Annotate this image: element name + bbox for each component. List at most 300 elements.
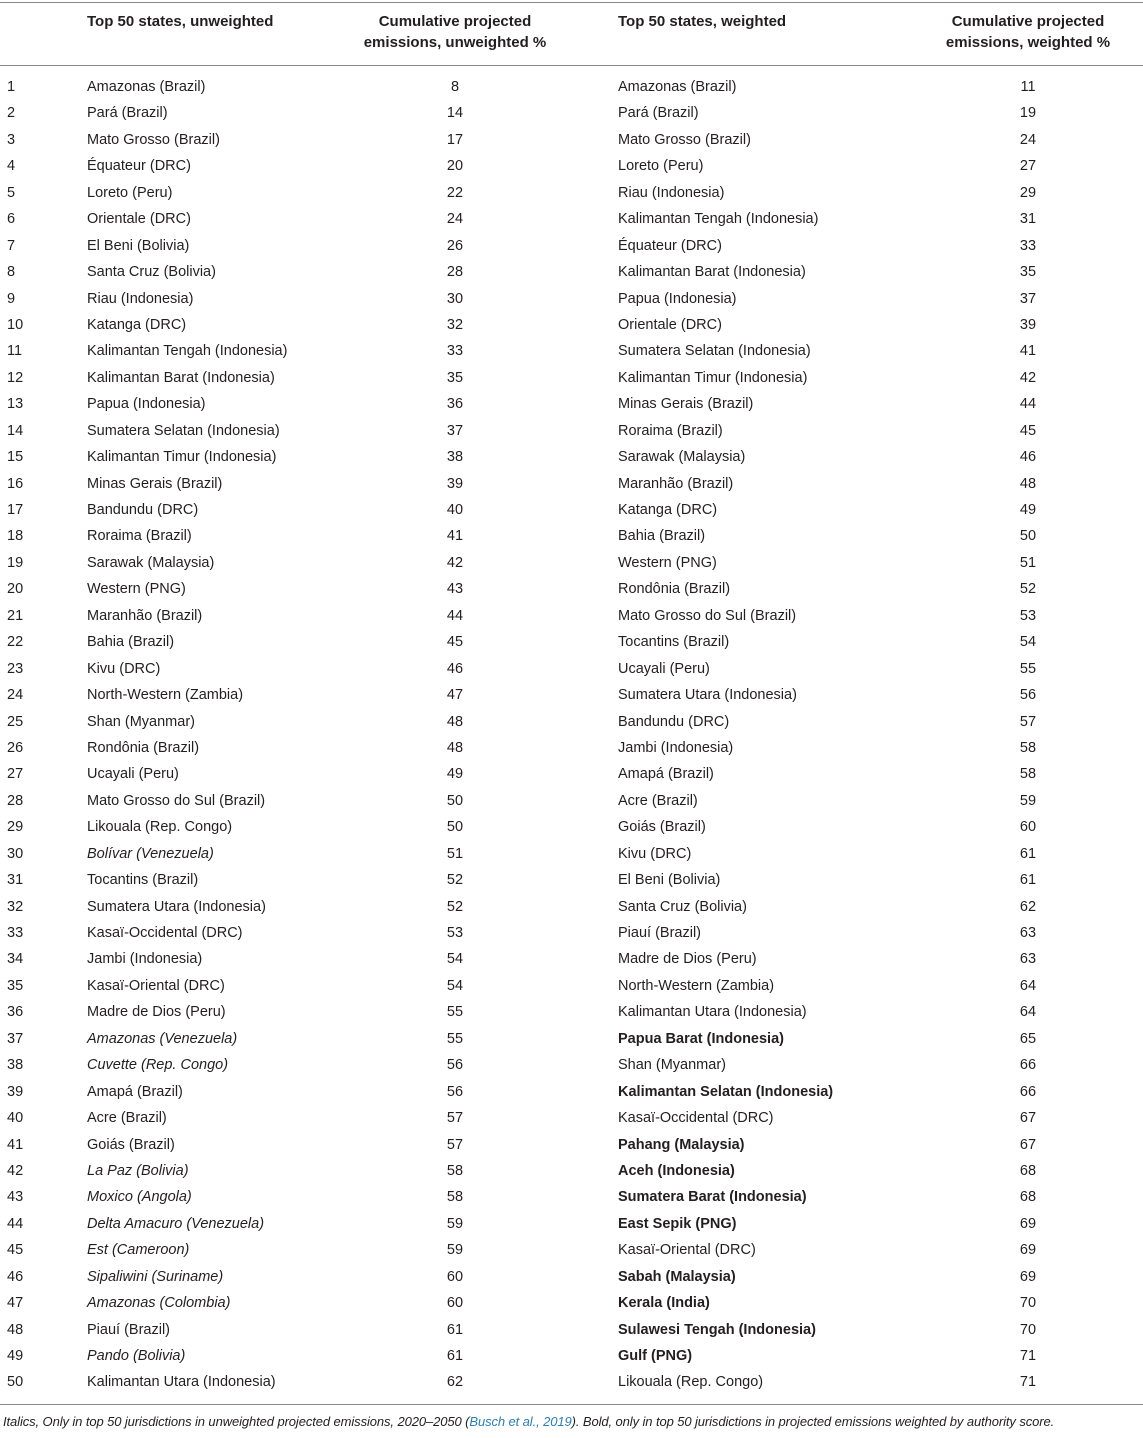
cumulative-weighted-cell: 69 [1019, 1268, 1037, 1285]
cumulative-unweighted-cell: 57 [446, 1110, 464, 1127]
state-weighted-cell: Rondônia (Brazil) [618, 581, 731, 598]
state-unweighted-cell: La Paz (Bolivia) [87, 1162, 189, 1179]
header-states-weighted: Top 50 states, weighted [618, 13, 787, 30]
rank-cell: 39 [7, 1083, 24, 1100]
rank-cell: 34 [7, 951, 24, 968]
table-row [0, 1105, 1143, 1131]
rank-cell: 26 [7, 739, 24, 756]
header-cumulative-weighted-line2: emissions, weighted % [945, 34, 1111, 51]
state-weighted-cell: Likouala (Rep. Congo) [618, 1374, 764, 1391]
state-unweighted-cell: Mato Grosso (Brazil) [87, 131, 220, 148]
cumulative-weighted-cell: 46 [1019, 449, 1037, 466]
rank-cell: 29 [7, 819, 24, 836]
rank-cell: 44 [7, 1215, 24, 1232]
rank-cell: 48 [7, 1321, 24, 1338]
state-weighted-cell: Western (PNG) [618, 554, 717, 571]
table-row [0, 1052, 1143, 1078]
state-weighted-cell: Mato Grosso (Brazil) [618, 131, 751, 148]
state-weighted-cell: Goiás (Brazil) [618, 819, 706, 836]
cumulative-unweighted-cell: 55 [446, 1004, 464, 1021]
state-weighted-cell: Kalimantan Barat (Indonesia) [618, 264, 806, 281]
state-unweighted-cell: Est (Cameroon) [87, 1242, 190, 1259]
rank-cell: 2 [7, 105, 16, 122]
cumulative-weighted-cell: 11 [1020, 79, 1036, 95]
table-row [0, 259, 1143, 285]
cumulative-weighted-cell: 64 [1019, 977, 1037, 994]
cumulative-weighted-cell: 67 [1019, 1136, 1037, 1153]
table-row [0, 629, 1143, 655]
cumulative-unweighted-cell: 37 [446, 422, 464, 439]
state-unweighted-cell: Bolívar (Venezuela) [87, 845, 214, 862]
table-row [0, 682, 1143, 708]
state-unweighted-cell: Amazonas (Venezuela) [87, 1030, 238, 1047]
state-unweighted-cell: Rondônia (Brazil) [87, 739, 200, 756]
state-unweighted-cell: Loreto (Peru) [87, 184, 173, 201]
state-unweighted-cell: Madre de Dios (Peru) [87, 1004, 226, 1021]
cumulative-weighted-cell: 62 [1019, 898, 1037, 915]
state-weighted-cell: Katanga (DRC) [618, 502, 718, 518]
table-row [0, 867, 1143, 893]
cumulative-unweighted-cell: 56 [446, 1057, 464, 1074]
cumulative-unweighted-cell: 55 [446, 1030, 464, 1047]
state-unweighted-cell: Sumatera Utara (Indonesia) [87, 898, 266, 915]
rank-cell: 12 [7, 369, 24, 386]
rank-cell: 24 [7, 687, 24, 704]
state-unweighted-cell: Sumatera Selatan (Indonesia) [87, 422, 280, 439]
cumulative-weighted-cell: 68 [1019, 1189, 1037, 1206]
header-states-unweighted: Top 50 states, unweighted [87, 13, 274, 30]
cumulative-unweighted-cell: 43 [446, 581, 464, 598]
cumulative-weighted-cell: 63 [1019, 925, 1037, 941]
state-weighted-cell: Maranhão (Brazil) [618, 475, 734, 492]
cumulative-weighted-cell: 31 [1019, 211, 1037, 228]
state-unweighted-cell: Jambi (Indonesia) [87, 951, 203, 968]
state-unweighted-cell: Orientale (DRC) [87, 211, 191, 228]
cumulative-weighted-cell: 57 [1019, 713, 1037, 730]
state-unweighted-cell: Katanga (DRC) [87, 316, 187, 333]
cumulative-unweighted-cell: 48 [446, 713, 464, 730]
table-top-rule [0, 2, 1143, 3]
table-row [0, 153, 1143, 179]
state-unweighted-cell: Kalimantan Utara (Indonesia) [87, 1374, 276, 1391]
state-weighted-cell: Tocantins (Brazil) [618, 634, 730, 651]
rank-cell: 30 [7, 845, 24, 862]
table-row [0, 471, 1143, 497]
state-weighted-cell: Kalimantan Timur (Indonesia) [618, 369, 808, 386]
table-row [0, 1237, 1143, 1263]
state-weighted-cell: East Sepik (PNG) [618, 1215, 737, 1232]
footnote-text-1: Italics, Only in top 50 jurisdictions in unweighted projected emissions, 2020–2050 ( [3, 1414, 470, 1429]
cumulative-weighted-cell: 48 [1019, 475, 1037, 492]
header-cumulative-weighted [928, 11, 1128, 53]
cumulative-weighted-cell: 53 [1019, 607, 1037, 624]
cumulative-weighted-cell: 35 [1019, 264, 1037, 281]
state-weighted-cell: Équateur (DRC) [618, 237, 722, 254]
table-row [0, 894, 1143, 920]
rank-cell: 45 [7, 1242, 24, 1259]
cumulative-weighted-cell: 66 [1019, 1057, 1037, 1074]
state-weighted-cell: Kalimantan Selatan (Indonesia) [618, 1083, 834, 1100]
table-row [0, 391, 1143, 417]
rank-cell: 9 [7, 290, 16, 307]
table-row [0, 1132, 1143, 1158]
state-unweighted-cell: Moxico (Angola) [87, 1189, 192, 1206]
cumulative-weighted-cell: 56 [1019, 687, 1037, 704]
state-weighted-cell: Madre de Dios (Peru) [618, 951, 757, 968]
table-row [0, 761, 1143, 787]
state-weighted-cell: Shan (Myanmar) [618, 1057, 726, 1074]
state-unweighted-cell: Sarawak (Malaysia) [87, 554, 215, 571]
cumulative-weighted-cell: 71 [1019, 1348, 1037, 1364]
table-row [0, 444, 1143, 470]
state-unweighted-cell: Acre (Brazil) [87, 1110, 167, 1127]
table-row [0, 1343, 1143, 1369]
cumulative-unweighted-cell: 17 [446, 131, 464, 148]
cumulative-weighted-cell: 29 [1019, 184, 1037, 201]
table-row [0, 523, 1143, 549]
cumulative-weighted-cell: 27 [1019, 158, 1037, 175]
cumulative-weighted-cell: 52 [1019, 581, 1037, 598]
cumulative-unweighted-cell: 50 [446, 792, 464, 809]
table-row [0, 338, 1143, 364]
state-weighted-cell: Kivu (DRC) [618, 845, 692, 862]
rank-cell: 21 [7, 607, 24, 624]
table-footnote [3, 1414, 1054, 1429]
state-unweighted-cell: Équateur (DRC) [87, 158, 191, 175]
state-weighted-cell: Ucayali (Peru) [618, 660, 710, 677]
cumulative-unweighted-cell: 41 [446, 528, 464, 545]
cumulative-unweighted-cell: 58 [446, 1189, 464, 1206]
table-row [0, 100, 1143, 126]
cumulative-unweighted-cell: 30 [446, 290, 464, 307]
state-weighted-cell: El Beni (Bolivia) [618, 872, 721, 889]
cumulative-unweighted-cell: 47 [446, 687, 464, 704]
cumulative-unweighted-cell: 14 [446, 105, 464, 122]
cumulative-weighted-cell: 41 [1019, 343, 1037, 360]
rank-cell: 8 [7, 264, 16, 281]
table-row [0, 1079, 1143, 1105]
cumulative-unweighted-cell: 56 [446, 1083, 464, 1100]
cumulative-unweighted-cell: 54 [446, 977, 464, 994]
table-row [0, 788, 1143, 814]
cumulative-weighted-cell: 70 [1019, 1321, 1037, 1338]
rank-cell: 3 [7, 131, 16, 148]
cumulative-weighted-cell: 64 [1019, 1004, 1037, 1021]
state-weighted-cell: Sumatera Barat (Indonesia) [618, 1189, 807, 1206]
state-unweighted-cell: Bandundu (DRC) [87, 502, 199, 518]
table-row [0, 1317, 1143, 1343]
table-row [0, 312, 1143, 338]
state-unweighted-cell: Ucayali (Peru) [87, 766, 179, 783]
state-weighted-cell: Minas Gerais (Brazil) [618, 396, 754, 413]
state-weighted-cell: Riau (Indonesia) [618, 184, 725, 201]
cumulative-weighted-cell: 33 [1019, 237, 1037, 254]
cumulative-unweighted-cell: 60 [446, 1295, 464, 1312]
table-row [0, 814, 1143, 840]
cumulative-weighted-cell: 60 [1019, 819, 1037, 836]
state-unweighted-cell: Delta Amacuro (Venezuela) [87, 1215, 265, 1232]
cumulative-weighted-cell: 39 [1019, 316, 1037, 333]
state-weighted-cell: Pará (Brazil) [618, 105, 699, 122]
state-unweighted-cell: Maranhão (Brazil) [87, 607, 203, 624]
header-cumulative-unweighted-line1: Cumulative projected [378, 13, 532, 30]
rank-cell: 14 [7, 422, 24, 439]
table-row [0, 1158, 1143, 1184]
rank-cell: 23 [7, 660, 24, 677]
table-row [0, 127, 1143, 153]
table-row [0, 1369, 1143, 1395]
cumulative-unweighted-cell: 53 [446, 925, 464, 941]
table-row [0, 709, 1143, 735]
cumulative-unweighted-cell: 51 [446, 845, 464, 862]
state-weighted-cell: Bandundu (DRC) [618, 713, 730, 730]
state-weighted-cell: Kasaï-Occidental (DRC) [618, 1110, 774, 1127]
rank-cell: 1 [7, 79, 16, 95]
state-weighted-cell: Amazonas (Brazil) [618, 79, 737, 95]
state-weighted-cell: Papua Barat (Indonesia) [618, 1030, 784, 1047]
cumulative-weighted-cell: 54 [1019, 634, 1037, 651]
state-unweighted-cell: Western (PNG) [87, 581, 186, 598]
citation-link[interactable]: Busch et al., 2019 [469, 1414, 572, 1429]
table-row [0, 74, 1143, 100]
table-row [0, 1211, 1143, 1237]
rank-cell: 33 [7, 925, 24, 941]
state-unweighted-cell: Bahia (Brazil) [87, 634, 175, 651]
state-weighted-cell: Gulf (PNG) [618, 1348, 693, 1364]
table-bottom-rule [0, 1404, 1143, 1405]
cumulative-weighted-cell: 66 [1019, 1083, 1037, 1100]
rank-cell: 46 [7, 1268, 24, 1285]
cumulative-unweighted-cell: 32 [446, 316, 464, 333]
cumulative-unweighted-cell: 48 [446, 739, 464, 756]
rank-cell: 16 [7, 475, 24, 492]
state-weighted-cell: Kerala (India) [618, 1295, 710, 1312]
state-weighted-cell: Amapá (Brazil) [618, 766, 714, 783]
table-row [0, 550, 1143, 576]
cumulative-unweighted-cell: 52 [446, 872, 464, 889]
state-weighted-cell: North-Western (Zambia) [618, 977, 775, 994]
state-unweighted-cell: Kalimantan Barat (Indonesia) [87, 369, 275, 386]
rank-cell: 35 [7, 977, 24, 994]
cumulative-weighted-cell: 55 [1019, 660, 1037, 677]
cumulative-unweighted-cell: 52 [446, 898, 464, 915]
cumulative-unweighted-cell: 35 [446, 369, 464, 386]
cumulative-unweighted-cell: 42 [446, 554, 464, 571]
rank-cell: 11 [7, 343, 23, 360]
state-unweighted-cell: Mato Grosso do Sul (Brazil) [87, 792, 266, 809]
state-weighted-cell: Santa Cruz (Bolivia) [618, 898, 747, 915]
cumulative-unweighted-cell: 44 [446, 607, 464, 624]
header-cumulative-unweighted [355, 11, 555, 53]
state-unweighted-cell: Kasaï-Occidental (DRC) [87, 925, 243, 941]
state-unweighted-cell: Sipaliwini (Suriname) [87, 1268, 224, 1285]
rank-cell: 50 [7, 1374, 24, 1391]
header-cumulative-weighted-line1: Cumulative projected [951, 13, 1105, 30]
rank-cell: 43 [7, 1189, 24, 1206]
state-weighted-cell: Sumatera Utara (Indonesia) [618, 687, 797, 704]
state-unweighted-cell: North-Western (Zambia) [87, 687, 244, 704]
cumulative-unweighted-cell: 45 [446, 634, 464, 651]
state-weighted-cell: Piauí (Brazil) [618, 925, 701, 941]
rank-cell: 6 [7, 211, 16, 228]
state-unweighted-cell: Goiás (Brazil) [87, 1136, 175, 1153]
state-weighted-cell: Acre (Brazil) [618, 792, 698, 809]
rank-cell: 7 [7, 237, 16, 254]
cumulative-weighted-cell: 61 [1019, 845, 1037, 862]
rank-cell: 41 [7, 1136, 24, 1153]
state-unweighted-cell: Cuvette (Rep. Congo) [87, 1057, 229, 1074]
cumulative-unweighted-cell: 8 [450, 79, 460, 95]
cumulative-unweighted-cell: 59 [446, 1215, 464, 1232]
state-unweighted-cell: Kalimantan Tengah (Indonesia) [87, 343, 288, 360]
rank-cell: 19 [7, 554, 24, 571]
rank-cell: 28 [7, 792, 24, 809]
table-row [0, 365, 1143, 391]
state-unweighted-cell: Likouala (Rep. Congo) [87, 819, 233, 836]
table-row [0, 735, 1143, 761]
header-cumulative-unweighted-line2: emissions, unweighted % [363, 34, 547, 51]
cumulative-unweighted-cell: 49 [446, 766, 464, 783]
state-weighted-cell: Roraima (Brazil) [618, 422, 723, 439]
state-unweighted-cell: Kasaï-Oriental (DRC) [87, 977, 225, 994]
state-unweighted-cell: Kivu (DRC) [87, 660, 161, 677]
state-unweighted-cell: Santa Cruz (Bolivia) [87, 264, 216, 281]
rank-cell: 20 [7, 581, 24, 598]
cumulative-unweighted-cell: 54 [446, 951, 464, 968]
cumulative-weighted-cell: 67 [1019, 1110, 1037, 1127]
cumulative-unweighted-cell: 20 [446, 158, 464, 175]
state-weighted-cell: Pahang (Malaysia) [618, 1136, 745, 1153]
cumulative-weighted-cell: 65 [1019, 1030, 1037, 1047]
table-row [0, 1290, 1143, 1316]
cumulative-unweighted-cell: 36 [446, 396, 464, 413]
cumulative-unweighted-cell: 39 [446, 475, 464, 492]
cumulative-unweighted-cell: 24 [446, 211, 464, 228]
state-unweighted-cell: Pando (Bolivia) [87, 1348, 186, 1364]
cumulative-unweighted-cell: 60 [446, 1268, 464, 1285]
state-unweighted-cell: Amapá (Brazil) [87, 1083, 183, 1100]
table-row [0, 180, 1143, 206]
rank-cell: 47 [7, 1295, 24, 1312]
cumulative-weighted-cell: 70 [1019, 1295, 1037, 1312]
cumulative-weighted-cell: 24 [1019, 131, 1037, 148]
state-unweighted-cell: Amazonas (Colombia) [87, 1295, 231, 1312]
cumulative-weighted-cell: 58 [1019, 739, 1037, 756]
table-row [0, 1184, 1143, 1210]
table-row [0, 418, 1143, 444]
cumulative-weighted-cell: 61 [1019, 872, 1037, 889]
cumulative-unweighted-cell: 33 [446, 343, 464, 360]
cumulative-unweighted-cell: 61 [446, 1321, 464, 1338]
rank-cell: 38 [7, 1057, 24, 1074]
cumulative-unweighted-cell: 26 [446, 237, 464, 254]
cumulative-weighted-cell: 68 [1019, 1162, 1037, 1179]
cumulative-unweighted-cell: 28 [446, 264, 464, 281]
cumulative-unweighted-cell: 62 [446, 1374, 464, 1391]
table-row [0, 1264, 1143, 1290]
rank-cell: 17 [7, 502, 24, 518]
state-weighted-cell: Sulawesi Tengah (Indonesia) [618, 1321, 816, 1338]
rank-cell: 37 [7, 1030, 24, 1047]
cumulative-weighted-cell: 63 [1019, 951, 1037, 968]
state-weighted-cell: Sumatera Selatan (Indonesia) [618, 343, 811, 360]
cumulative-unweighted-cell: 57 [446, 1136, 464, 1153]
table-row [0, 603, 1143, 629]
rank-cell: 10 [7, 316, 24, 333]
rank-cell: 49 [7, 1348, 24, 1364]
rank-cell: 18 [7, 528, 24, 545]
table-row [0, 656, 1143, 682]
table-row [0, 286, 1143, 312]
cumulative-unweighted-cell: 22 [446, 184, 464, 201]
rank-cell: 25 [7, 713, 24, 730]
state-unweighted-cell: Pará (Brazil) [87, 105, 168, 122]
state-weighted-cell: Kalimantan Tengah (Indonesia) [618, 211, 819, 228]
table-row [0, 946, 1143, 972]
cumulative-unweighted-cell: 58 [446, 1162, 464, 1179]
rank-cell: 4 [7, 158, 16, 175]
state-unweighted-cell: El Beni (Bolivia) [87, 237, 190, 254]
cumulative-unweighted-cell: 50 [446, 819, 464, 836]
state-weighted-cell: Mato Grosso do Sul (Brazil) [618, 607, 797, 624]
rank-cell: 5 [7, 184, 16, 201]
table-body [0, 74, 1143, 1396]
table-row [0, 841, 1143, 867]
cumulative-unweighted-cell: 59 [446, 1242, 464, 1259]
cumulative-weighted-cell: 44 [1019, 396, 1037, 413]
table-row [0, 920, 1143, 946]
cumulative-weighted-cell: 37 [1019, 290, 1037, 307]
rank-cell: 31 [7, 872, 24, 889]
cumulative-weighted-cell: 59 [1019, 792, 1037, 809]
state-weighted-cell: Sabah (Malaysia) [618, 1268, 736, 1285]
state-unweighted-cell: Tocantins (Brazil) [87, 872, 199, 889]
rank-cell: 32 [7, 898, 24, 915]
state-unweighted-cell: Riau (Indonesia) [87, 290, 194, 307]
table-row [0, 206, 1143, 232]
rank-cell: 27 [7, 766, 24, 783]
cumulative-weighted-cell: 69 [1019, 1242, 1037, 1259]
state-weighted-cell: Orientale (DRC) [618, 316, 722, 333]
state-weighted-cell: Kasaï-Oriental (DRC) [618, 1242, 756, 1259]
rank-cell: 13 [7, 396, 24, 413]
state-weighted-cell: Bahia (Brazil) [618, 528, 706, 545]
cumulative-weighted-cell: 49 [1019, 502, 1037, 518]
cumulative-unweighted-cell: 46 [446, 660, 464, 677]
cumulative-weighted-cell: 58 [1019, 766, 1037, 783]
table-row [0, 576, 1143, 602]
state-weighted-cell: Aceh (Indonesia) [618, 1162, 735, 1179]
cumulative-weighted-cell: 45 [1019, 422, 1037, 439]
state-weighted-cell: Sarawak (Malaysia) [618, 449, 746, 466]
cumulative-unweighted-cell: 61 [446, 1348, 464, 1364]
table-row [0, 1026, 1143, 1052]
cumulative-weighted-cell: 19 [1019, 105, 1037, 122]
state-unweighted-cell: Kalimantan Timur (Indonesia) [87, 449, 277, 466]
cumulative-unweighted-cell: 40 [446, 502, 464, 518]
cumulative-weighted-cell: 71 [1019, 1374, 1037, 1391]
state-unweighted-cell: Minas Gerais (Brazil) [87, 475, 223, 492]
cumulative-weighted-cell: 69 [1019, 1215, 1037, 1232]
state-unweighted-cell: Papua (Indonesia) [87, 396, 206, 413]
table-row [0, 233, 1143, 259]
table-row [0, 973, 1143, 999]
state-weighted-cell: Jambi (Indonesia) [618, 739, 734, 756]
cumulative-weighted-cell: 50 [1019, 528, 1037, 545]
state-unweighted-cell: Piauí (Brazil) [87, 1321, 170, 1338]
cumulative-weighted-cell: 51 [1019, 554, 1037, 571]
header-rule [0, 65, 1143, 66]
